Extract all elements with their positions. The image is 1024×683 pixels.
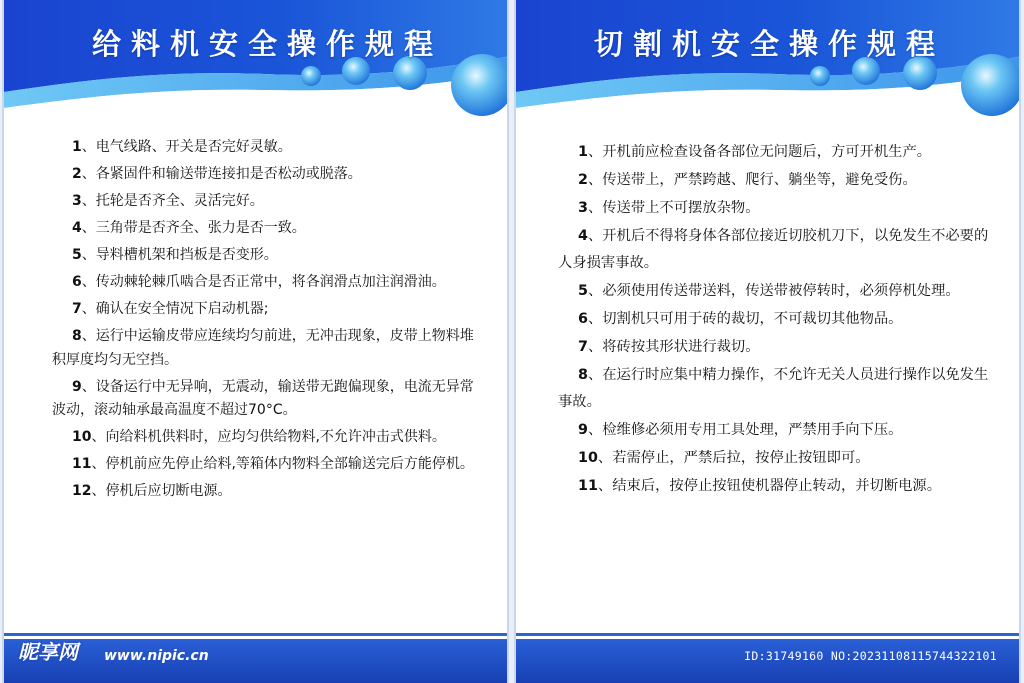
rule-number: 12 [72, 483, 92, 499]
decorative-bubble [810, 66, 830, 86]
rule-number: 9 [72, 378, 82, 395]
rule-number: 1 [72, 139, 82, 155]
rule-number: 7 [72, 301, 82, 317]
footer-band [4, 639, 509, 683]
rule-number: 9 [578, 422, 588, 438]
rule-text: 、电气线路、开关是否完好灵敏。 [81, 139, 292, 155]
rule-list [52, 136, 485, 507]
rule-item [52, 217, 485, 241]
board-title: 切割机安全操作规程 [594, 27, 946, 61]
rule-number: 4 [578, 228, 588, 244]
rule-number: 2 [72, 166, 82, 182]
watermark-url: www.nipic.cn [104, 648, 209, 664]
rule-item [558, 306, 999, 333]
rule-text: 、将砖按其形状进行裁切。 [587, 339, 760, 355]
rule-text: 、在运行时应集中精力操作，不允许无关人员进行操作以免发生事故。 [558, 367, 989, 410]
decorative-bubble [301, 66, 321, 86]
rule-number: 2 [578, 172, 588, 188]
watermark-id: ID:31749160 NO:20231108115744322101 [744, 649, 997, 663]
rule-text: 、开机前应检查设备各部位无问题后，方可开机生产。 [587, 144, 932, 160]
rule-number: 8 [72, 328, 82, 344]
rule-text: 、运行中运输皮带应连续均匀前进，无冲击现象，皮带上物料堆积厚度均匀无空挡。 [52, 328, 474, 368]
rule-item [52, 244, 485, 268]
rule-text: 、传动棘轮棘爪啮合是否正常中，将各润滑点加注润滑油。 [81, 274, 446, 290]
rule-item [52, 190, 485, 214]
rule-item [52, 163, 485, 187]
rule-text: 、三角带是否齐全、张力是否一致。 [81, 220, 306, 236]
rule-text: 、若需停止，严禁后拉，按停止按钮即可。 [597, 450, 870, 466]
rule-item [558, 445, 999, 472]
rule-item [52, 298, 485, 322]
rule-item [52, 376, 485, 423]
rule-text: 、停机后应切断电源。 [91, 483, 232, 499]
rule-item [52, 453, 485, 477]
rule-text: 、导料槽机架和挡板是否变形。 [81, 247, 278, 263]
rule-text: 、设备运行中无异响，无震动，输送带无跑偏现象，电流无异常波动，滚动轴承最高温度不超过70°C。 [52, 378, 474, 418]
rule-text: 、检维修必须用专用工具处理，严禁用手向下压。 [587, 422, 903, 438]
rule-item [52, 271, 485, 295]
rule-number: 7 [578, 339, 588, 355]
rule-number: 6 [578, 311, 588, 327]
rule-item [558, 223, 999, 277]
board-title: 给料机安全操作规程 [92, 27, 444, 61]
rule-text: 、传送带上不可摆放杂物。 [587, 200, 760, 216]
rule-item [558, 473, 999, 500]
rule-text: 、停机前应先停止给料,等箱体内物料全部输送完后方能停机。 [91, 456, 474, 472]
rule-item [558, 139, 999, 166]
rule-item [52, 136, 485, 160]
rule-item [52, 325, 485, 372]
rule-text: 、结束后，按停止按钮使机器停止转动，并切断电源。 [597, 478, 942, 494]
rule-number: 1 [578, 144, 588, 160]
rule-item [52, 426, 485, 450]
rule-text: 、托轮是否齐全、灵活完好。 [81, 193, 264, 209]
rule-number: 3 [578, 200, 588, 216]
rule-number: 8 [578, 367, 588, 383]
rule-text: 、各紧固件和输送带连接扣是否松动或脱落。 [81, 166, 362, 182]
rule-text: 、传送带上，严禁跨越、爬行、躺坐等，避免受伤。 [587, 172, 917, 188]
rule-text: 、向给料机供料时，应均匀供给物料,不允许冲击式供料。 [91, 429, 446, 445]
safety-board-feeder [2, 0, 509, 683]
rule-text: 、切割机只可用于砖的裁切，不可裁切其他物品。 [587, 311, 903, 327]
rule-item [558, 417, 999, 444]
rule-number: 11 [72, 456, 92, 472]
decorative-bubble [961, 54, 1021, 116]
rule-number: 10 [72, 429, 92, 445]
rule-item [558, 167, 999, 194]
rule-text: 、确认在安全情况下启动机器; [81, 301, 269, 317]
rule-number: 4 [72, 220, 82, 236]
rule-number: 6 [72, 274, 82, 290]
rule-number: 11 [578, 478, 598, 494]
rule-item [52, 480, 485, 504]
rule-item [558, 362, 999, 416]
rule-number: 10 [578, 450, 598, 466]
watermark-logo: 昵享网 [18, 640, 78, 664]
rule-item [558, 195, 999, 222]
safety-board-cutter [514, 0, 1021, 683]
rule-number: 5 [578, 283, 588, 299]
rule-number: 3 [72, 193, 82, 209]
rule-text: 、必须使用传送带送料，传送带被停转时，必须停机处理。 [587, 283, 960, 299]
rule-list [558, 139, 999, 501]
rule-text: 、开机后不得将身体各部位接近切胶机刀下，以免发生不必要的人身损害事故。 [558, 228, 989, 271]
rule-number: 5 [72, 247, 82, 263]
rule-item [558, 278, 999, 305]
rule-item [558, 334, 999, 361]
